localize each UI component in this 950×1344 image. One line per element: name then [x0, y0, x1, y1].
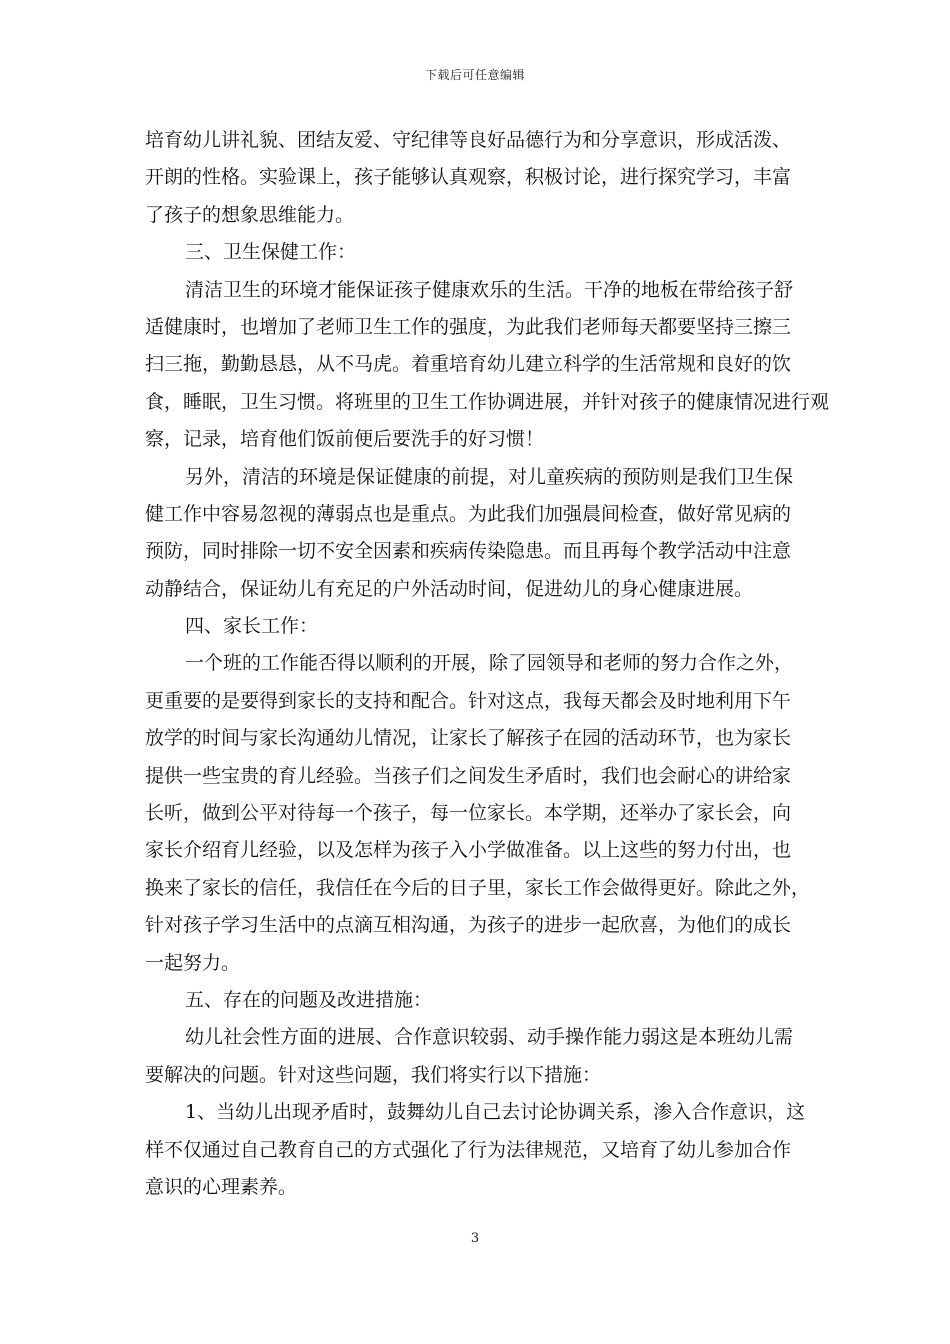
text-line: 换来了家长的信任，我信任在今后的日子里，家长工作会做得更好。除此之外，: [145, 876, 811, 899]
text-line: 要解决的问题。针对这些问题，我们将实行以下措施：: [145, 1063, 602, 1086]
document-body: [145, 122, 830, 1206]
page-header: 下载后可任意编辑: [424, 68, 525, 82]
text-line: 1、当幼儿出现矛盾时，鼓舞幼儿自己去讨论协调关系，渗入合作意识，这: [185, 1101, 806, 1124]
text-line: 了孩子的想象思维能力。: [145, 203, 355, 226]
section-heading: 四、家长工作：: [185, 615, 319, 638]
text-line: 察，记录，培育他们饭前便后要洗手的好习惯！: [145, 428, 545, 451]
section-heading: 三、卫生保健工作：: [185, 241, 357, 264]
text-line: 另外，清洁的环境是保证健康的前提，对儿童疾病的预防则是我们卫生保: [185, 465, 794, 488]
text-line: 长听，做到公平对待每一个孩子，每一位家长。本学期，还举办了家长会，向: [145, 802, 792, 825]
text-line: 更重要的是要得到家长的支持和配合。针对这点，我每天都会及时地利用下午: [145, 689, 792, 712]
text-line: 放学的时间与家长沟通幼儿情况，让家长了解孩子在园的活动环节，也为家长: [145, 727, 792, 750]
text-line: 动静结合，保证幼儿有充足的户外活动时间，促进幼儿的身心健康进展。: [145, 577, 754, 600]
section-heading: 五、存在的问题及改进措施：: [185, 988, 433, 1011]
text-line: 开朗的性格。实验课上，孩子能够认真观察，积极讨论，进行探究学习，丰富: [145, 166, 792, 189]
text-line: 样不仅通过自己教育自己的方式强化了行为法律规范，又培育了幼儿参加合作: [145, 1138, 792, 1161]
text-line: 预防，同时排除一切不安全因素和疾病传染隐患。而且再每个教学活动中注意: [145, 540, 792, 563]
text-line: 一起努力。: [145, 951, 241, 974]
text-line: 清洁卫生的环境才能保证孩子健康欢乐的生活。干净的地板在带给孩子舒: [185, 278, 794, 301]
text-line: 意识的心理素养。: [145, 1175, 298, 1198]
text-line: 培育幼儿讲礼貌、团结友爱、守纪律等良好品德行为和分享意识，形成活泼、: [145, 129, 792, 151]
text-line: 食，睡眠，卫生习惯。将班里的卫生工作协调进展，并针对孩子的健康情况进行观: [145, 390, 830, 413]
text-line: 幼儿社会性方面的进展、合作意识较弱、动手操作能力弱这是本班幼儿需: [185, 1026, 794, 1049]
text-line: 家长介绍育儿经验，以及怎样为孩子入小学做准备。以上这些的努力付出，也: [145, 839, 792, 862]
text-line: 一个班的工作能否得以顺利的开展，除了园领导和老师的努力合作之外，: [185, 652, 794, 675]
text-line: 健工作中容易忽视的薄弱点也是重点。为此我们加强晨间检查，做好常见病的: [145, 502, 792, 525]
page-number: 3: [470, 1231, 480, 1246]
text-line: 针对孩子学习生活中的点滴互相沟通，为孩子的进步一起欣喜，为他们的成长: [145, 914, 792, 937]
text-line: 适健康时，也增加了老师卫生工作的强度，为此我们老师每天都要坚持三擦三: [145, 315, 792, 338]
text-line: 提供一些宝贵的育儿经验。当孩子们之间发生矛盾时，我们也会耐心的讲给家: [145, 764, 792, 787]
text-line: 扫三拖，勤勤恳恳，从不马虎。着重培育幼儿建立科学的生活常规和良好的饮: [145, 353, 792, 376]
